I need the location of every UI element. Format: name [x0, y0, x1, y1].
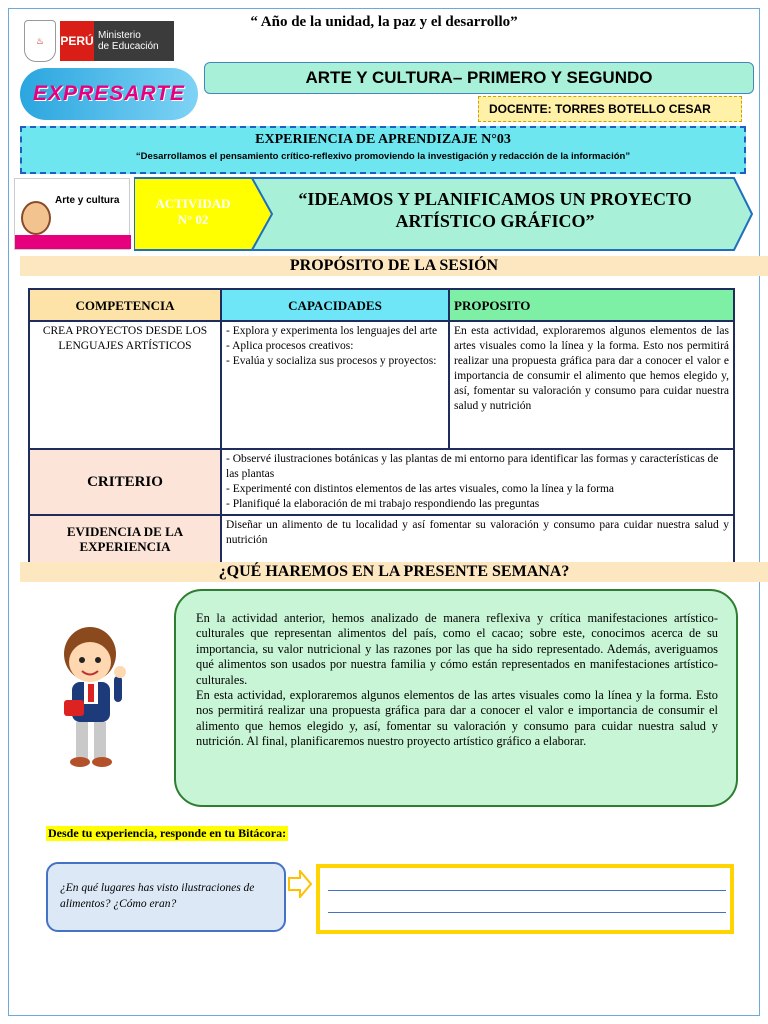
- experience-box: [20, 126, 746, 174]
- table-header-row: [29, 289, 734, 321]
- table-row: [29, 321, 734, 449]
- week-heading: ¿QUÉ HAREMOS EN LA PRESENTE SEMANA?: [20, 562, 768, 582]
- teacher-label: DOCENTE: TORRES BOTELLO CESAR: [478, 96, 742, 122]
- week-paragraph: En la actividad anterior, hemos analizado de manera reflexiva y crítica manifestaciones artístico-culturales que representan alimentos del país, como el cacao; sobre este, conocimos acerca de su importancia, su valor nutricional y las razones por las que ha sido representado. Además, averiguamos qué alimentos son usados por nuestra familia y cómo están representados en manifestaciones artístico-culturales.: [196, 611, 718, 687]
- criterio-cell: - Observé ilustraciones botánicas y las plantas de mi entorno para identificar las formas y características de las plantas - Experimenté con distintos elementos de las artes visuales, como la línea y la forma - Planifiqué la elaboración de mi trabajo respondiendo las preguntas: [221, 449, 734, 515]
- area-band: [15, 235, 131, 249]
- expresarte-logo: EXPRESARTE: [20, 68, 198, 120]
- area-card: [14, 178, 130, 250]
- col-header: PROPOSITO: [449, 289, 734, 321]
- col-header: COMPETENCIA: [29, 289, 221, 321]
- bitacora-question: ¿En qué lugares has visto ilustraciones de alimentos? ¿Cómo eran?: [46, 862, 286, 932]
- evidencia-label: EVIDENCIA DE LA EXPERIENCIA: [29, 515, 221, 563]
- answer-line: [328, 890, 726, 891]
- competency-table: [28, 288, 735, 564]
- evidencia-cell: Diseñar un alimento de tu localidad y así fomentar su valoración y consumo para cuidar nuestra salud y nutrición: [221, 515, 734, 563]
- criterio-label: CRITERIO: [29, 449, 221, 515]
- year-motto: “ Año de la unidad, la paz y el desarrollo”: [250, 14, 518, 30]
- week-description: [174, 589, 738, 807]
- student-illustration-icon: [48, 624, 138, 770]
- activity-number: ACTIVIDAD N° 02: [155, 196, 231, 227]
- ministry-label: Ministerio de Educación: [94, 21, 174, 61]
- coat-of-arms-icon: ♨: [24, 20, 56, 62]
- ministry-logo: [24, 16, 174, 66]
- bitacora-prompt: Desde tu experiencia, responde en tu Bitácora:: [48, 826, 287, 840]
- table-row: [29, 449, 734, 515]
- experience-title: EXPERIENCIA DE APRENDIZAJE N°03: [255, 132, 511, 147]
- week-paragraph: En esta actividad, exploraremos algunos elementos de las artes visuales como la línea y la forma. Esto nos permitirá realizar una propuesta gráfica para dar a conocer el valor e importancia de consumir el alimento que hemos elegido y, así, fomentar su valoración y consumo para cuidar nuestra salud y nutrición. Al final, planificaremos nuestro proyecto artístico gráfico a elaborar.: [196, 688, 718, 749]
- course-title: ARTE Y CULTURA– PRIMERO Y SEGUNDO: [204, 62, 754, 94]
- peru-label: PERÚ: [60, 21, 94, 61]
- capacidades-cell: - Explora y experimenta los lenguajes del arte - Aplica procesos creativos: - Evalúa y socializa sus procesos y proyectos:: [221, 321, 449, 449]
- competencia-cell: CREA PROYECTOS DESDE LOS LENGUAJES ARTÍSTICOS: [29, 321, 221, 449]
- answer-box[interactable]: [316, 864, 734, 934]
- area-label: Arte y cultura: [55, 195, 120, 206]
- col-header: CAPACIDADES: [221, 289, 449, 321]
- arrow-right-icon: [288, 870, 312, 898]
- table-row: [29, 515, 734, 563]
- art-palette-icon: [21, 201, 51, 235]
- answer-line: [328, 912, 726, 913]
- purpose-heading: PROPÓSITO DE LA SESIÓN: [20, 256, 768, 276]
- activity-title: “IDEAMOS Y PLANIFICAMOS UN PROYECTO ARTÍSTICO GRÁFICO”: [298, 189, 692, 231]
- experience-subtitle: “Desarrollamos el pensamiento crítico-reflexivo promoviendo la investigación y redacción de la información”: [135, 151, 631, 162]
- proposito-cell: En esta actividad, exploraremos algunos elementos de las artes visuales como la línea y la forma. Esto nos permitirá realizar una propuesta gráfica para dar a conocer el valor e importancia de consumir el alimento que hemos elegido y, así, fomentar su valoración y consumo para cuidar nuestra salud y nutrición: [449, 321, 734, 449]
